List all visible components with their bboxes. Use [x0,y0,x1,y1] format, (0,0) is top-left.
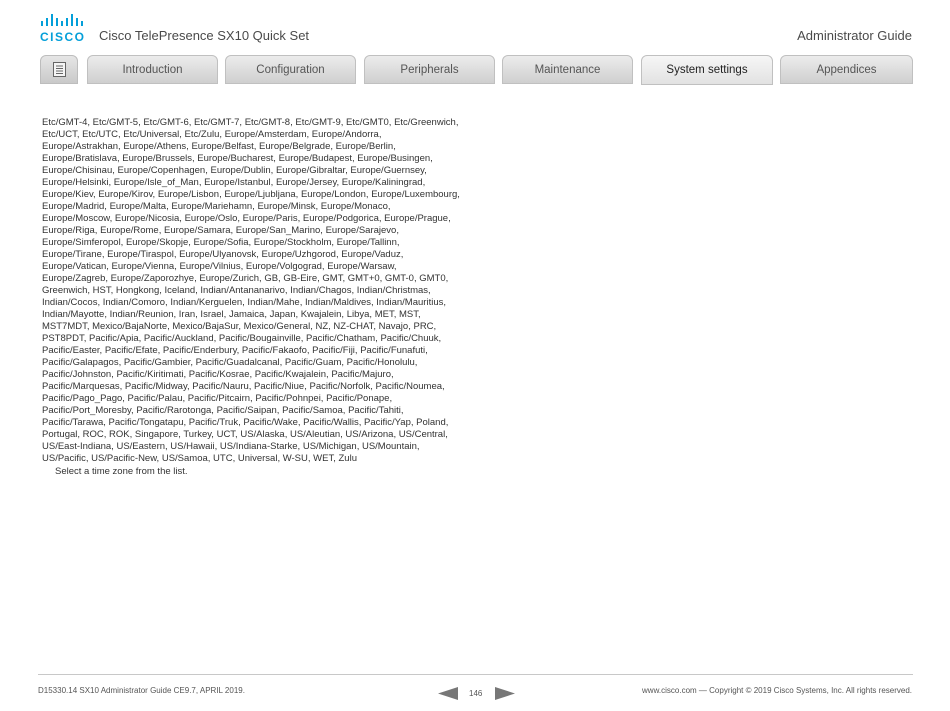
page-navigation [438,687,516,701]
tab-peripherals[interactable]: Peripherals [364,55,495,84]
tab-configuration[interactable]: Configuration [225,55,356,84]
tab-bar [40,55,913,85]
tab-appendices[interactable]: Appendices [780,55,913,84]
previous-page-icon[interactable] [438,687,458,700]
tab-system-settings[interactable]: System settings [641,55,773,85]
next-page-icon[interactable] [495,687,515,700]
guide-title: Administrator Guide [797,28,912,43]
tab-introduction[interactable]: Introduction [87,55,218,84]
page-header [0,0,950,50]
app-title: Cisco TelePresence SX10 Quick Set [99,28,310,43]
tab-maintenance[interactable]: Maintenance [502,55,633,84]
page-number: 146 [469,689,483,698]
cisco-logo [40,14,86,42]
footer-divider [38,674,913,675]
tab-contents[interactable] [40,55,78,84]
main-content [42,117,460,478]
document-list-icon [53,62,66,77]
time-zone-list: Etc/GMT-4, Etc/GMT-5, Etc/GMT-6, Etc/GMT-7, Etc/GMT-8, Etc/GMT-9, Etc/GMT0, Etc/Greenwich, Etc/UCT, Etc/UTC, Etc/Universal, Etc/Zulu, Europe/Amsterdam, Europe/Andorra, Europe/Astrakhan, Europe/Athens, Europe/Belfast, Europe/Belgrade, Europe/Berlin, Europe/Bratislava, Europe/Brussels, Europe/Bucharest, Europe/Budapest, Europe/Busingen, Europe/Chisinau, Europe/Copenhagen, Europe/Dublin, Europe/Gibraltar, Europe/Guernsey, Europe/Helsinki, Europe/Isle_of_Man, Europe/Istanbul, Europe/Jersey, Europe/Kaliningrad, Europe/Kiev, Europe/Kirov, Europe/Lisbon, Europe/Ljubljana, Europe/London, Europe/Luxembourg, Europe/Madrid, Europe/Malta, Europe/Mariehamn, Europe/Minsk, Europe/Monaco, Europe/Moscow, Europe/Nicosia, Europe/Oslo, Europe/Paris, Europe/Podgorica, Europe/Prague, Europe/Riga, Europe/Rome, Europe/Samara, Europe/San_Marino, Europe/Sarajevo, Europe/Simferopol, Europe/Skopje, Europe/Sofia, Europe/Stockholm, Europe/Tallinn, Europe/Tirane, Europe/Tiraspol, Europe/Ulyanovsk, Europe/Uzhgorod, Europe/Vaduz, Europe/Vatican, Europe/Vienna, Europe/Vilnius, Europe/Volgograd, Europe/Warsaw, Europe/Zagreb, Europe/Zaporozhye, Europe/Zurich, GB, GB-Eire, GMT, GMT+0, GMT-0, GMT0, Greenwich, HST, Hongkong, Iceland, Indian/Antananarivo, Indian/Chagos, Indian/Christmas, Indian/Cocos, Indian/Comoro, Indian/Kerguelen, Indian/Mahe, Indian/Maldives, Indian/Mauritius, Indian/Mayotte, Indian/Reunion, Iran, Israel, Jamaica, Japan, Kwajalein, Libya, MET, MST, MST7MDT, Mexico/BajaNorte, Mexico/BajaSur, Mexico/General, NZ, NZ-CHAT, Navajo, PRC, PST8PDT, Pacific/Apia, Pacific/Auckland, Pacific/Bougainville, Pacific/Chatham, Pacific/Chuuk, Pacific/Easter, Pacific/Efate, Pacific/Enderbury, Pacific/Fakaofo, Pacific/Fiji, Pacific/Funafuti, Pacific/Galapagos, Pacific/Gambier, Pacific/Guadalcanal, Pacific/Guam, Pacific/Honolulu, Pacific/Johnston, Pacific/Kiritimati, Pacific/Kosrae, Pacific/Kwajalein, Pacific/Majuro, Pacific/Marquesas, Pacific/Midway, Pacific/Nauru, Pacific/Niue, Pacific/Norfolk, Pacific/Noumea, Pacific/Pago_Pago, Pacific/Palau, Pacific/Pitcairn, Pacific/Pohnpei, Pacific/Ponape, Pacific/Port_Moresby, Pacific/Rarotonga, Pacific/Saipan, Pacific/Samoa, Pacific/Tahiti, Pacific/Tarawa, Pacific/Tongatapu, Pacific/Truk, Pacific/Wake, Pacific/Wallis, Pacific/Yap, Poland, Portugal, ROC, ROK, Singapore, Turkey, UCT, US/Alaska, US/Aleutian, US/Arizona, US/Central, US/East-Indiana, US/Eastern, US/Hawaii, US/Indiana-Starke, US/Michigan, US/Mountain, US/Pacific, US/Pacific-New, US/Samoa, UTC, Universal, W-SU, WET, Zulu [42,117,460,464]
footer-document-id: D15330.14 SX10 Administrator Guide CE9.7, APRIL 2019. [38,686,245,695]
cisco-logo-text: CISCO [40,30,86,44]
cisco-bars-icon [41,14,85,28]
footer-copyright: www.cisco.com — Copyright © 2019 Cisco Systems, Inc. All rights reserved. [642,686,912,695]
instruction-text: Select a time zone from the list. [55,466,188,477]
